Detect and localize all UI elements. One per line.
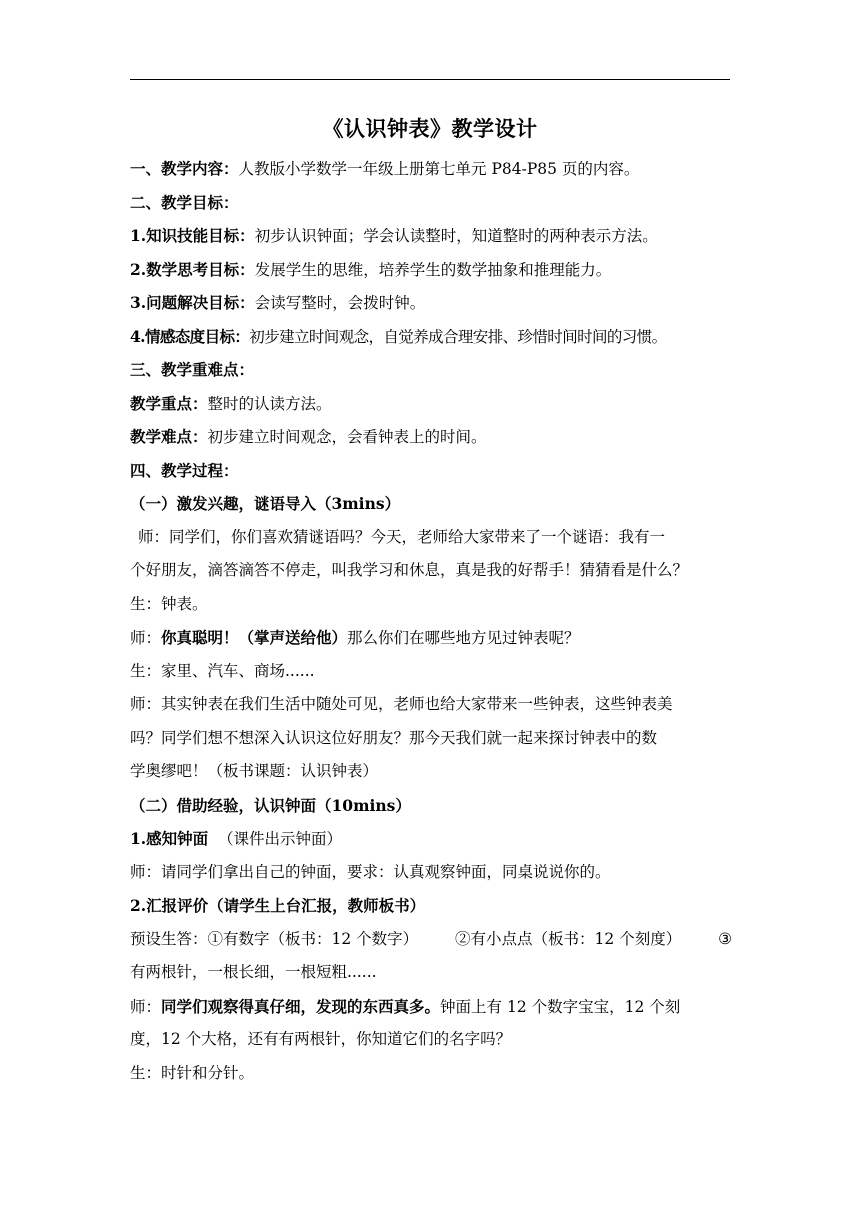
student-answer-1: 生：钟表。 bbox=[130, 594, 208, 613]
preset-answer-line1 bbox=[130, 923, 732, 957]
keypoints-heading: 三、教学重难点： bbox=[130, 360, 255, 379]
teacher-line-3 bbox=[130, 990, 732, 1024]
teacher-praise: 你真聪明！（掌声送给他） bbox=[161, 628, 348, 647]
goals-heading: 二、教学目标： bbox=[130, 192, 239, 212]
goal-item-2 bbox=[130, 253, 732, 287]
process-heading: 四、教学过程： bbox=[130, 460, 239, 480]
part1-paragraph3-line3: 学奥缪吧！（板书课题：认识钟表） bbox=[130, 762, 379, 780]
student-answer-3: 生：时针和分针。 bbox=[130, 1063, 255, 1082]
part1-paragraph1-line1: 师：同学们，你们喜欢猜谜语吗？今天，老师给大家带来了一个谜语：我有一 bbox=[138, 527, 666, 546]
goal-item-3 bbox=[130, 286, 732, 320]
teacher-praise: 同学们观察得真仔细，发现的东西真多。 bbox=[161, 996, 441, 1016]
goal-text: 初步认识钟面；学会认读整时，知道整时的两种表示方法。 bbox=[254, 227, 658, 245]
preset-answer-a: 预设生答：①有数字（板书：12 个数字） bbox=[130, 929, 419, 948]
document-title: 《认识钟表》教学设计 bbox=[322, 116, 538, 141]
student-answer-2: 生：家里、汽车、商场...... bbox=[130, 661, 315, 680]
step1-label: 1.感知钟面 bbox=[130, 829, 209, 848]
goal-item-4 bbox=[130, 320, 732, 354]
goal-label: 1.知识技能目标： bbox=[130, 226, 255, 245]
goal-label: 3.问题解决目标： bbox=[130, 293, 255, 312]
part1-paragraph3-line2: 吗？同学们想不想深入认识这位好朋友？那今天我们就一起来探讨钟表中的数 bbox=[130, 728, 658, 747]
difficulty-line bbox=[130, 420, 732, 454]
part1-paragraph1-line2: 个好朋友，滴答滴答不停走，叫我学习和休息，真是我的好帮手！猜猜看是什么？ bbox=[130, 561, 689, 579]
focus-label: 教学重点： bbox=[130, 393, 208, 413]
preset-answer-c: ③ bbox=[718, 929, 732, 948]
step1-note: （课件出示钟面） bbox=[218, 830, 343, 848]
teacher-prefix: 师： bbox=[130, 629, 162, 647]
teacher-line-2 bbox=[130, 621, 732, 655]
preset-answer-line2: 有两根针，一根长细，一根短粗...... bbox=[130, 963, 377, 981]
part2-heading: （二）借助经验，认识钟面（10mins） bbox=[130, 795, 411, 815]
goal-text: 发展学生的思维，培养学生的数学抽象和推理能力。 bbox=[254, 260, 612, 279]
content-text: 人教版小学数学一年级上册第七单元 P84-P85 页的内容。 bbox=[238, 160, 640, 178]
step2-label: 2.汇报评价（请学生上台汇报，教师板书） bbox=[130, 896, 426, 915]
goal-item-1 bbox=[130, 219, 732, 253]
teacher-line-3b: 度，12 个大格，还有有两根针，你知道它们的名字吗？ bbox=[130, 1030, 512, 1048]
teacher-question: 那么你们在哪些地方见过钟表呢？ bbox=[347, 629, 580, 647]
content-line bbox=[130, 152, 732, 186]
difficulty-label: 教学难点： bbox=[130, 427, 208, 446]
teacher-explain: 钟面上有 12 个数字宝宝，12 个刻 bbox=[440, 997, 681, 1016]
focus-line bbox=[130, 387, 732, 421]
teacher-prefix: 师： bbox=[130, 997, 162, 1016]
document-body bbox=[130, 152, 732, 1090]
part1-heading: （一）激发兴趣，谜语导入（3mins） bbox=[130, 494, 401, 513]
focus-text: 整时的认读方法。 bbox=[207, 394, 332, 413]
goal-label: 2.数学思考目标： bbox=[130, 259, 255, 279]
step1-line bbox=[130, 822, 732, 856]
goal-text: 初步建立时间观念，自觉养成合理安排、珍惜时间时间的习惯。 bbox=[249, 327, 667, 346]
step1-text: 师：请同学们拿出自己的钟面，要求：认真观察钟面，同桌说说你的。 bbox=[130, 862, 611, 881]
part1-paragraph3-line1: 师：其实钟表在我们生活中随处可见，老师也给大家带来一些钟表，这些钟表美 bbox=[130, 695, 673, 713]
goal-label: 4.情感态度目标： bbox=[130, 326, 250, 346]
preset-answer-b: ②有小点点（板书：12 个刻度） bbox=[455, 929, 682, 948]
content-label: 一、教学内容： bbox=[130, 159, 239, 178]
header-rule bbox=[130, 79, 730, 80]
goal-text: 会读写整时，会拨时钟。 bbox=[254, 294, 426, 312]
difficulty-text: 初步建立时间观念，会看钟表上的时间。 bbox=[207, 428, 487, 446]
